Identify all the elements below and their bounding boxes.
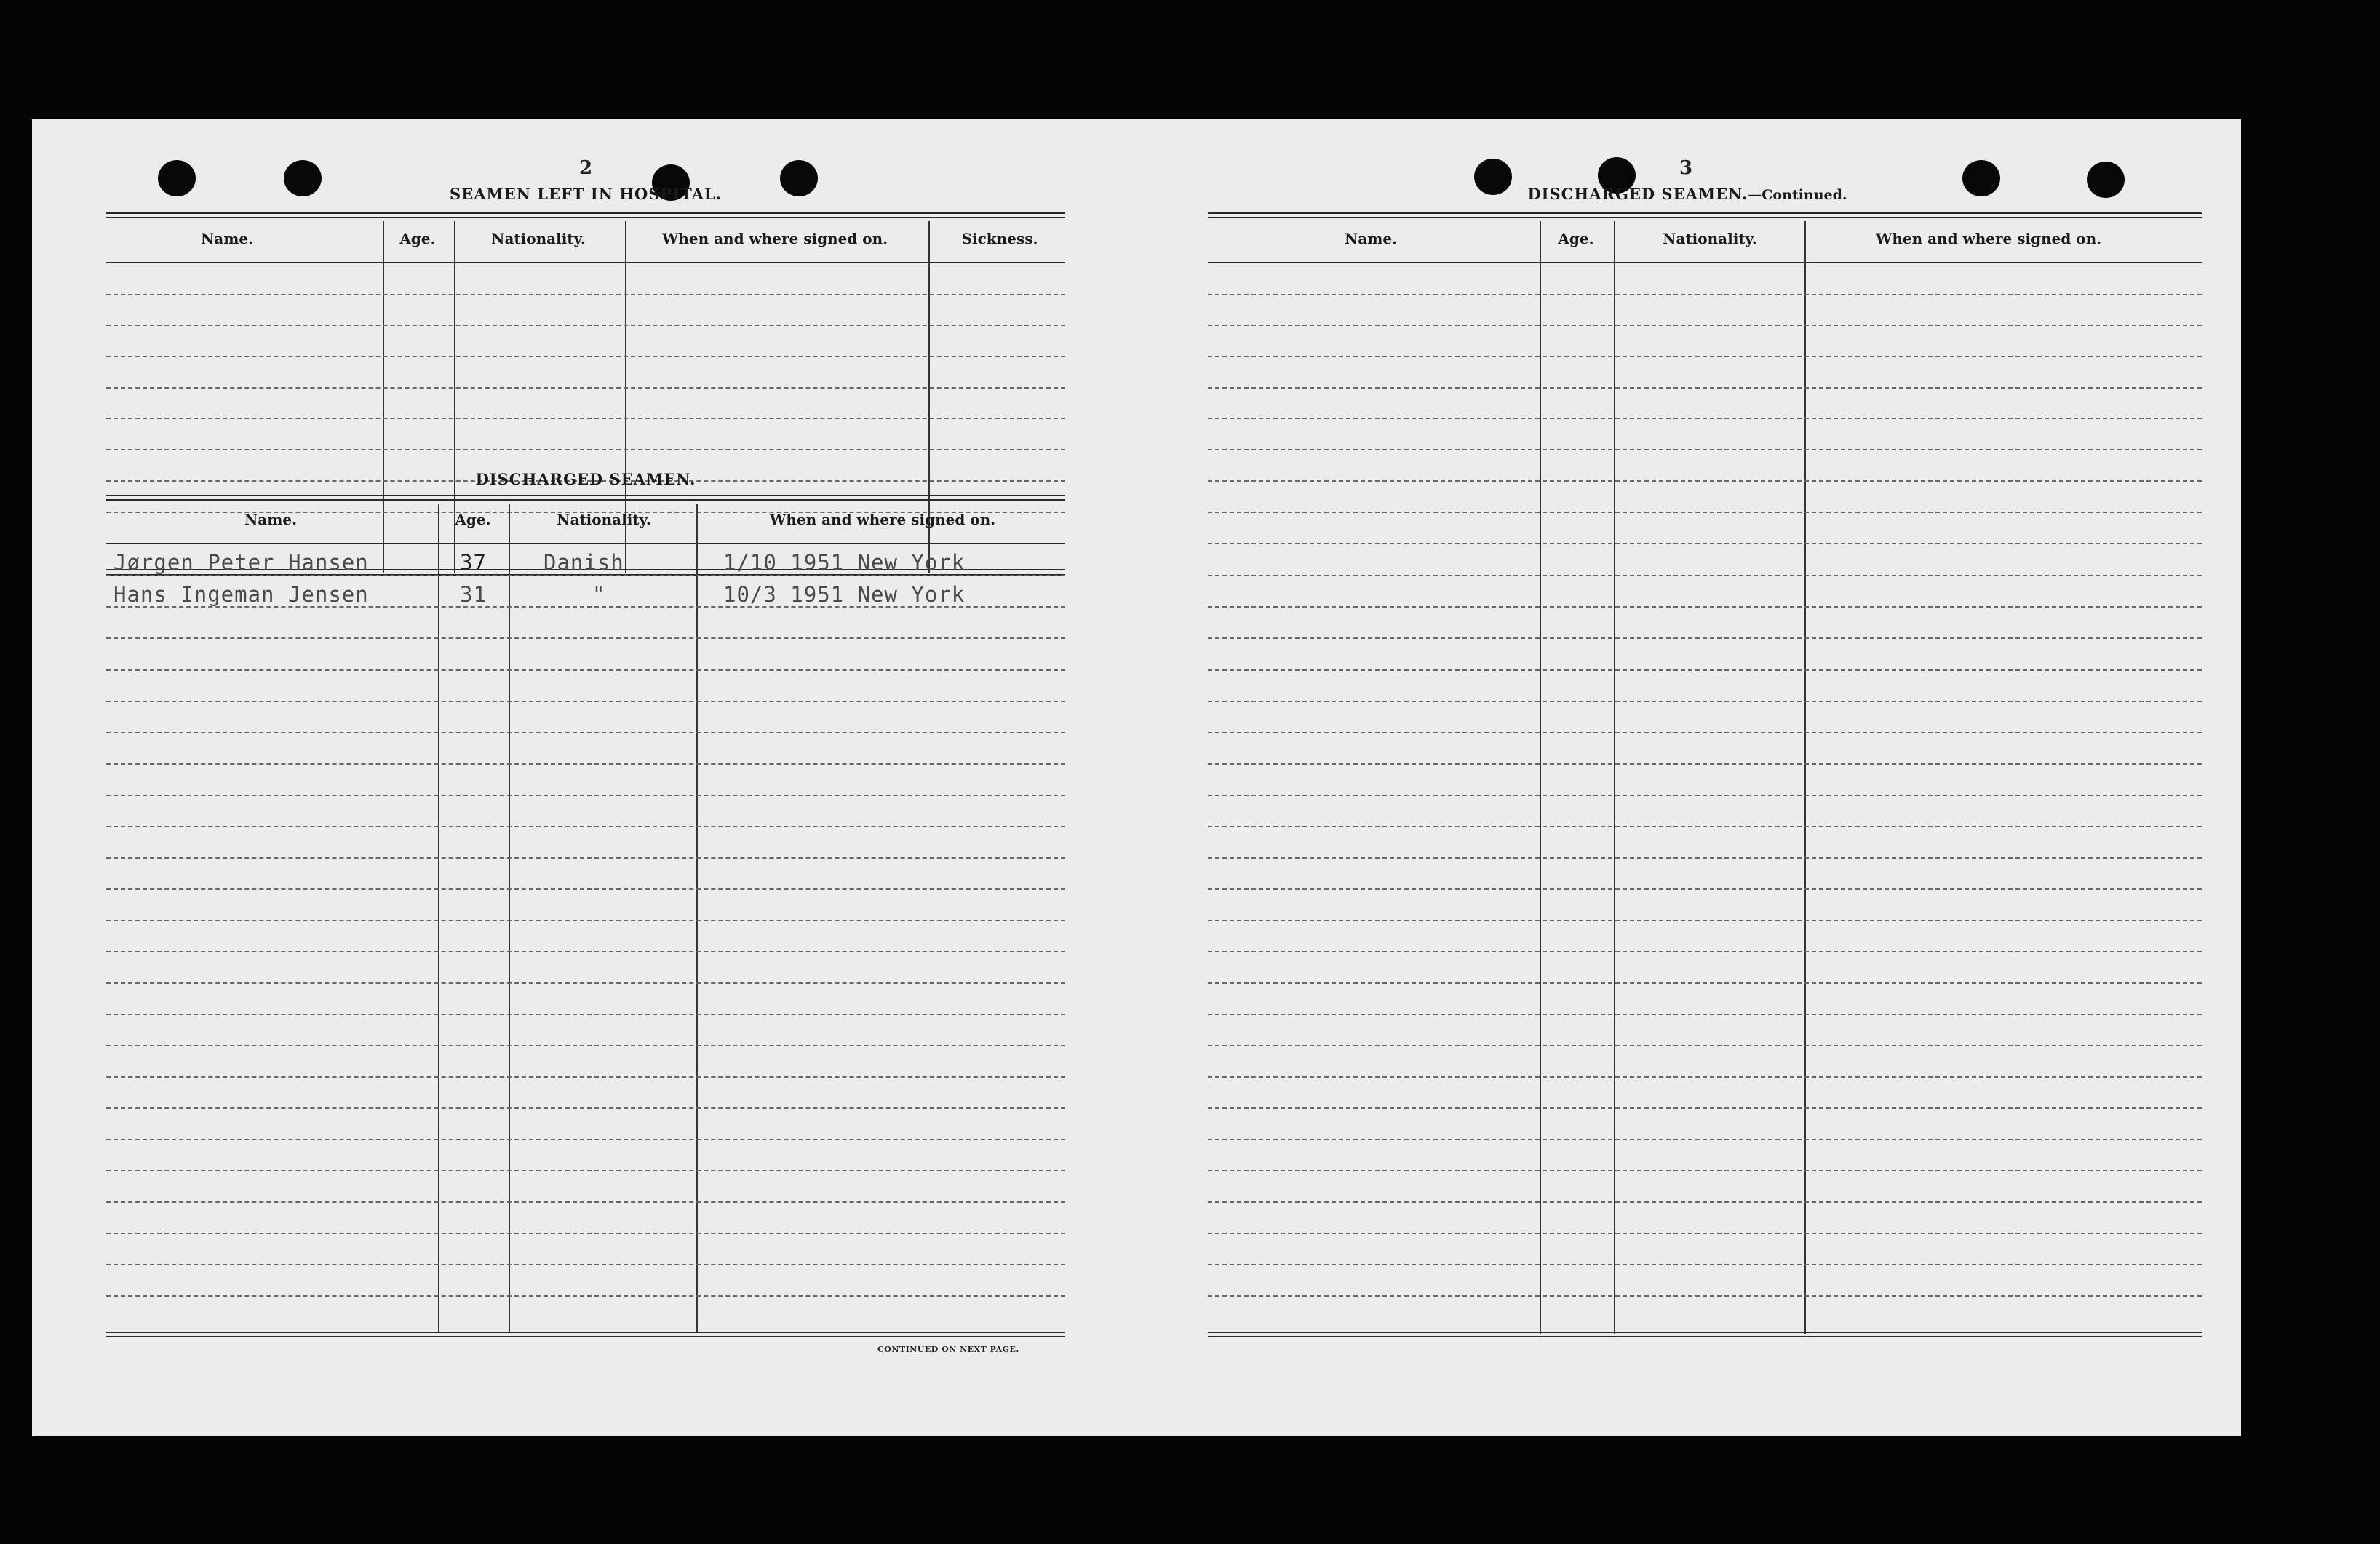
punch-hole [1474, 159, 1512, 195]
seaman-age: 31 [460, 582, 487, 607]
column-header: Age. [455, 511, 491, 528]
hospital-section-title: SEAMEN LEFT IN HOSPITAL. [450, 185, 722, 203]
column-header: When and where signed on. [769, 511, 996, 528]
column-header: Name. [244, 511, 298, 528]
column-header: Nationality. [557, 511, 651, 528]
discharged-section-title: DISCHARGED SEAMEN. [475, 470, 696, 488]
record-sheet [32, 119, 2241, 1436]
seaman-age: 37 [460, 550, 487, 575]
title-suffix: —Continued. [1748, 187, 1847, 203]
title-main: DISCHARGED SEAMEN. [1527, 185, 1748, 203]
page-number: 2 [578, 157, 593, 179]
punch-hole [284, 160, 322, 196]
column-header: Nationality. [1663, 230, 1757, 247]
column-header: When and where signed on. [1875, 230, 2102, 247]
punch-hole [1962, 160, 2000, 196]
column-header: Age. [399, 230, 436, 247]
page-number: 3 [1679, 157, 1693, 179]
seaman-name: Hans Ingeman Jensen [114, 582, 369, 607]
punch-hole [158, 160, 196, 196]
punch-hole [780, 160, 818, 196]
column-header: When and where signed on. [661, 230, 888, 247]
seaman-name: Jørgen Peter Hansen [114, 550, 369, 575]
column-header: Sickness. [961, 230, 1038, 247]
seaman-signed-on: 1/10 1951 New York [723, 550, 966, 575]
discharged-continued-title [1527, 185, 1847, 203]
punch-hole [2087, 162, 2125, 198]
column-header: Name. [1344, 230, 1398, 247]
column-header: Name. [200, 230, 254, 247]
column-header: Age. [1558, 230, 1594, 247]
seaman-signed-on: 10/3 1951 New York [723, 582, 966, 607]
seaman-nationality: " [592, 582, 606, 607]
continued-note: CONTINUED ON NEXT PAGE. [877, 1345, 1019, 1354]
column-header: Nationality. [491, 230, 586, 247]
seaman-nationality: Danish [544, 550, 624, 575]
